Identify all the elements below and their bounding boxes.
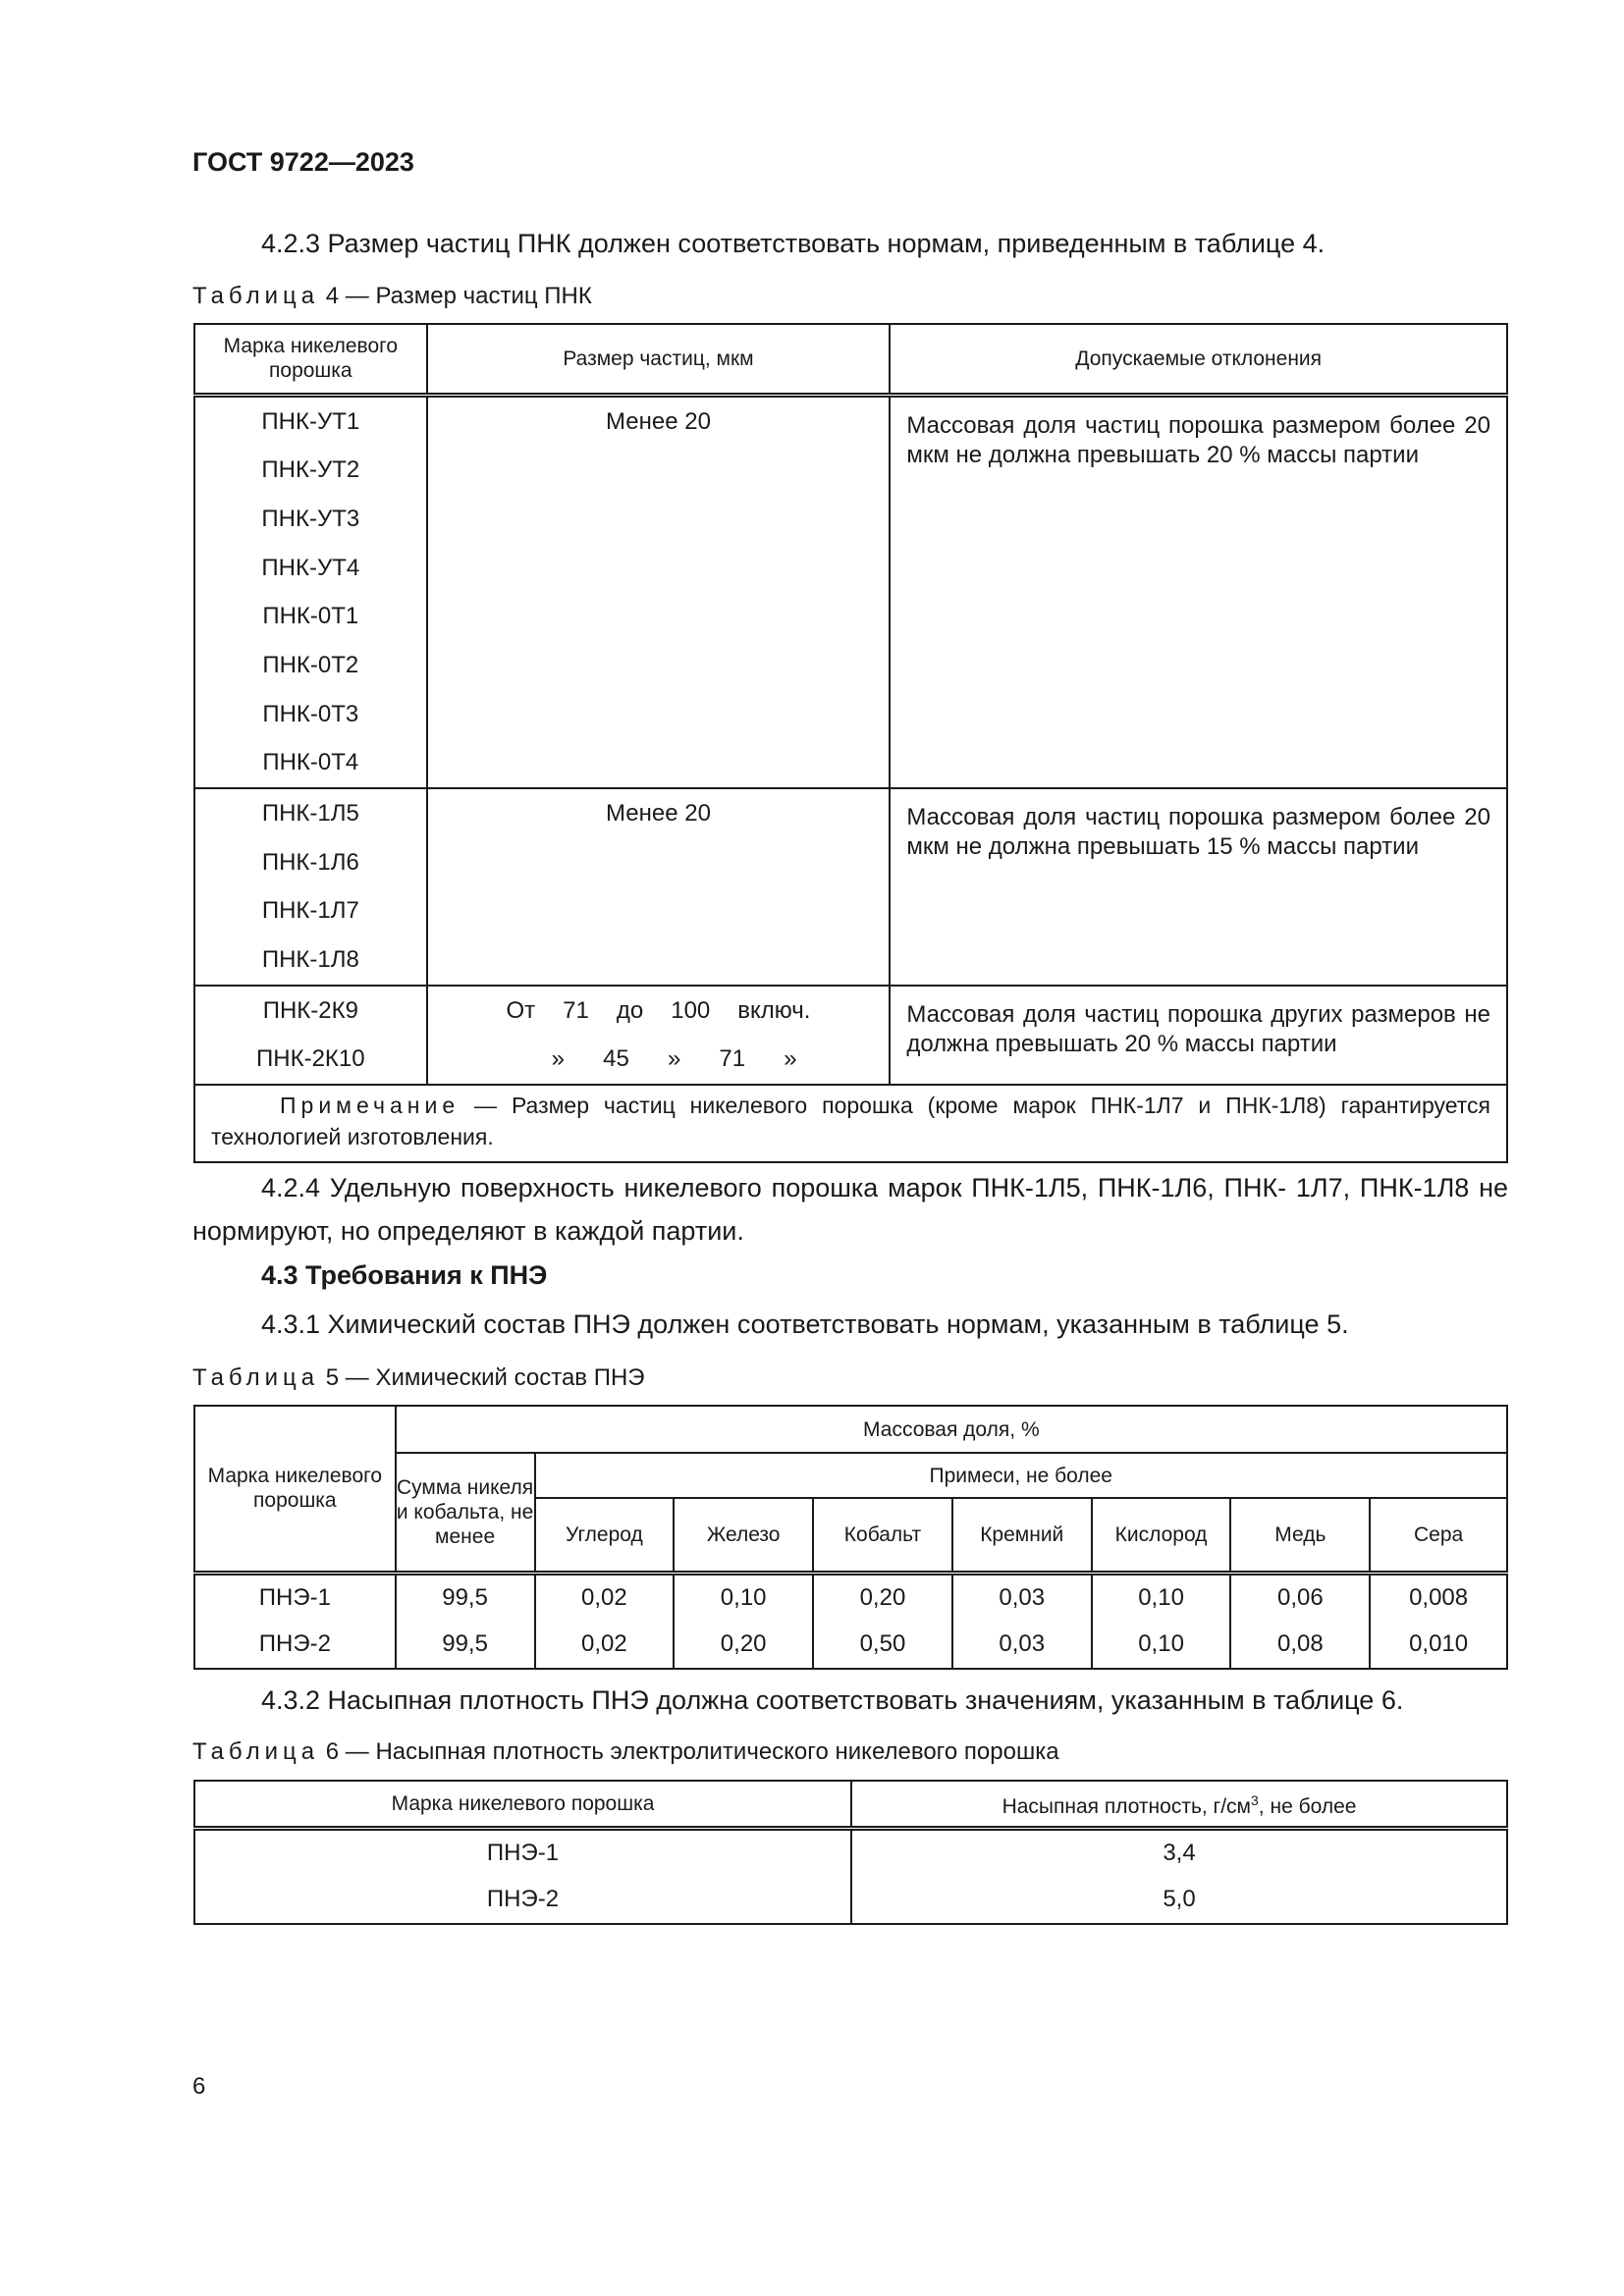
- t5-header-element: Кремний: [952, 1498, 1092, 1573]
- t5-cell: ПНЭ-1: [194, 1573, 396, 1621]
- grade-cell: ПНК-1Л6: [261, 848, 359, 876]
- t5-cell: 99,5: [396, 1573, 535, 1621]
- t5-cell: 0,03: [952, 1573, 1092, 1621]
- table6-caption-word: Таблица: [192, 1738, 320, 1765]
- t4-group1-grades: [194, 395, 427, 788]
- grade-cell: ПНК-1Л8: [261, 946, 359, 974]
- grade-cell: ПНК-УТ1: [261, 407, 360, 435]
- size-range-row: [552, 1035, 797, 1084]
- table4-caption: [192, 283, 592, 310]
- grade-cell: ПНК-0Т2: [262, 651, 359, 678]
- size-cell: Менее 20: [606, 800, 711, 827]
- t5-cell: 0,20: [674, 1621, 813, 1669]
- grade-cell: ПНК-1Л7: [261, 897, 359, 925]
- grade-cell: ПНК-0Т3: [262, 700, 359, 727]
- grade-cell: ПНК-0Т4: [262, 749, 359, 776]
- t5-cell: ПНЭ-2: [194, 1621, 396, 1669]
- table4-caption-word: Таблица: [192, 283, 320, 309]
- paragraph-4-3-1: 4.3.1 Химический состав ПНЭ должен соответствовать нормам, указанным в таблице 5.: [261, 1309, 1349, 1339]
- table-row: [194, 1621, 1507, 1669]
- size-range-part: включ.: [737, 996, 811, 1024]
- t5-header-mass-fraction: Массовая доля, %: [396, 1406, 1507, 1453]
- t5-cell: 0,010: [1370, 1621, 1507, 1669]
- t4-group2-grades: [194, 788, 427, 986]
- section-heading-4-3: 4.3 Требования к ПНЭ: [261, 1260, 548, 1290]
- table-4: [193, 323, 1508, 1163]
- t4-group3-grades: [194, 986, 427, 1085]
- t4-header-grade: Марка никелевого порошка: [194, 324, 427, 395]
- t4-group3-tolerance: Массовая доля частиц порошка других размеров не должна превышать 20 % массы партии: [890, 986, 1507, 1085]
- t5-header-element: Кислород: [1092, 1498, 1231, 1573]
- t5-header-element: Железо: [674, 1498, 813, 1573]
- t5-cell: 0,06: [1230, 1573, 1370, 1621]
- t5-header-grade: Марка никелевого порошка: [194, 1406, 396, 1573]
- t4-group2-size: [427, 788, 891, 986]
- t4-group2-tolerance: Массовая доля частиц порошка размером более 20 мкм не должна превышать 15 % массы партии: [890, 788, 1507, 986]
- size-range-part: до: [616, 996, 644, 1024]
- t4-group1-size: [427, 395, 891, 788]
- size-range-part: 71: [719, 1045, 746, 1073]
- t5-header-impurities: Примеси, не более: [535, 1453, 1508, 1498]
- t5-cell: 0,10: [674, 1573, 813, 1621]
- t5-cell: 0,20: [813, 1573, 952, 1621]
- t6-header-grade: Марка никелевого порошка: [194, 1781, 851, 1828]
- t5-cell: 0,03: [952, 1621, 1092, 1669]
- t4-note: [194, 1085, 1507, 1162]
- t5-header-element: Кобальт: [813, 1498, 952, 1573]
- t6-header-density: [851, 1781, 1507, 1828]
- t4-header-tolerance: Допускаемые отклонения: [890, 324, 1507, 395]
- grade-cell: ПНК-0Т1: [262, 603, 359, 630]
- page-number: 6: [192, 2073, 206, 2100]
- t5-cell: 0,10: [1092, 1621, 1231, 1669]
- t4-group1-tolerance: Массовая доля частиц порошка размером более 20 мкм не должна превышать 20 % массы партии: [890, 395, 1507, 788]
- table-row: [194, 1828, 1507, 1876]
- density-unit-exponent: 3: [1251, 1791, 1259, 1808]
- paragraph-4-2-3: 4.2.3 Размер частиц ПНК должен соответствовать нормам, приведенным в таблице 4.: [261, 229, 1326, 258]
- t5-cell: 0,10: [1092, 1573, 1231, 1621]
- size-range-part: От: [506, 996, 536, 1024]
- grade-cell: ПНК-УТ3: [261, 505, 360, 532]
- size-range-part: 45: [603, 1045, 629, 1073]
- table6-caption-rest: 6 — Насыпная плотность электролитического никелевого порошка: [325, 1738, 1059, 1765]
- table-row: [194, 1876, 1507, 1924]
- size-range-part: »: [667, 1045, 681, 1073]
- size-range-row: [506, 987, 810, 1036]
- t5-header-sum-ni-co: Сумма никеля и кобальта, не менее: [396, 1453, 535, 1573]
- paragraph-4-2-4: 4.2.4 Удельную поверхность никелевого порошка марок ПНК-1Л5, ПНК-1Л6, ПНК- 1Л7, ПНК-1Л8 не нормируют, но определяют в каждой партии.: [192, 1173, 1508, 1246]
- size-range-part: »: [551, 1045, 565, 1073]
- table5-caption-rest: 5 — Химический состав ПНЭ: [325, 1364, 645, 1391]
- size-cell: Менее 20: [606, 407, 711, 435]
- grade-cell: ПНК-2К10: [256, 1045, 365, 1073]
- t5-cell: 99,5: [396, 1621, 535, 1669]
- document-header: ГОСТ 9722—2023: [192, 147, 414, 177]
- size-range-part: »: [784, 1045, 797, 1073]
- t5-cell: 0,02: [535, 1573, 675, 1621]
- size-range-part: 71: [563, 996, 589, 1024]
- t5-header-element: Сера: [1370, 1498, 1507, 1573]
- paragraph-4-3-2: 4.3.2 Насыпная плотность ПНЭ должна соответствовать значениям, указанным в таблице 6.: [261, 1685, 1404, 1715]
- grade-cell: ПНК-УТ2: [261, 456, 360, 484]
- density-label: Насыпная плотность, г/см: [1001, 1794, 1251, 1818]
- table6-caption: [192, 1738, 1059, 1766]
- t5-cell: 0,02: [535, 1621, 675, 1669]
- t5-header-element: Углерод: [535, 1498, 675, 1573]
- table4-caption-rest: 4 — Размер частиц ПНК: [325, 283, 592, 309]
- table-5: [193, 1405, 1508, 1670]
- density-label-tail: , не более: [1258, 1794, 1357, 1818]
- t4-group3-sizes: [427, 986, 891, 1085]
- t5-cell: 0,008: [1370, 1573, 1507, 1621]
- note-text: — Размер частиц никелевого порошка (кроме марок ПНК-1Л7 и ПНК-1Л8) гарантируется технологией изготовления.: [211, 1093, 1490, 1150]
- t4-header-size: Размер частиц, мкм: [427, 324, 891, 395]
- table5-caption: [192, 1364, 645, 1392]
- t6-cell: ПНЭ-1: [194, 1828, 851, 1876]
- size-range-part: 100: [671, 996, 711, 1024]
- table-row: [194, 1573, 1507, 1621]
- table5-caption-word: Таблица: [192, 1364, 320, 1391]
- grade-cell: ПНК-1Л5: [261, 800, 359, 827]
- note-word: Примечание: [280, 1093, 460, 1119]
- t6-cell: 3,4: [851, 1828, 1507, 1876]
- t6-cell: ПНЭ-2: [194, 1876, 851, 1924]
- t5-cell: 0,50: [813, 1621, 952, 1669]
- table-6: [193, 1780, 1508, 1925]
- t5-cell: 0,08: [1230, 1621, 1370, 1669]
- t5-header-element: Медь: [1230, 1498, 1370, 1573]
- grade-cell: ПНК-2К9: [262, 996, 358, 1024]
- grade-cell: ПНК-УТ4: [261, 554, 360, 581]
- t6-cell: 5,0: [851, 1876, 1507, 1924]
